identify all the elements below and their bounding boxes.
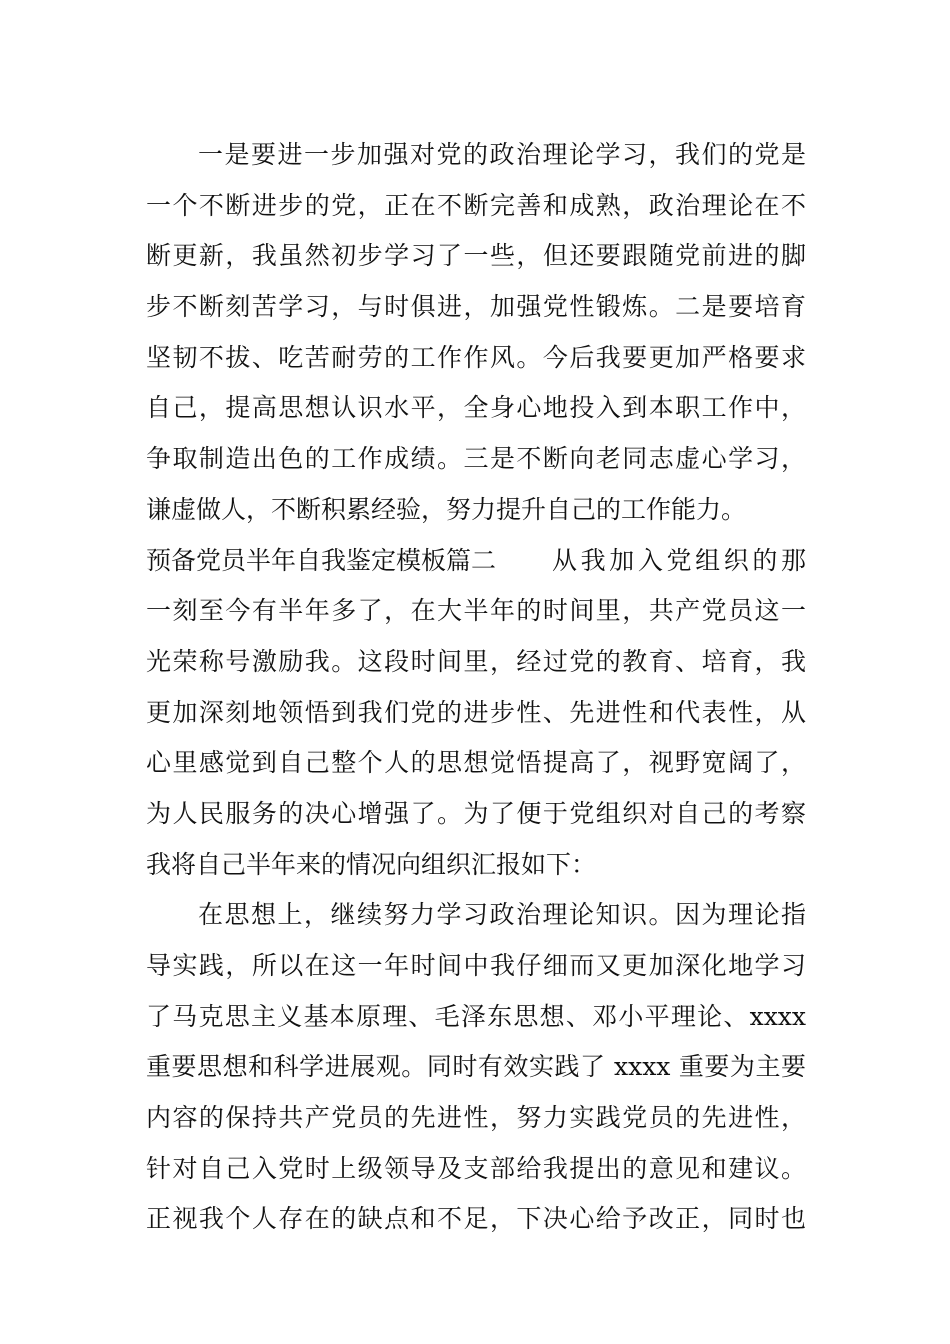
paragraph-line: 光荣称号激励我。这段时间里，经过党的教育、培育，我	[146, 646, 806, 676]
section-heading-line	[146, 536, 806, 587]
paragraph-line: 坚韧不拔、吃苦耐劳的工作作风。今后我要更加严格要求	[146, 342, 806, 372]
paragraph-line: 了马克思主义基本原理、毛泽东思想、邓小平理论、xxxx	[146, 1001, 806, 1031]
paragraph-line: 内容的保持共产党员的先进性，努力实践党员的先进性，	[146, 1103, 806, 1133]
paragraph-line: 一刻至今有半年多了，在大半年的时间里，共产党员这一	[146, 596, 806, 626]
paragraph-line: 谦虚做人，不断积累经验，努力提升自己的工作能力。	[146, 494, 747, 524]
paragraph-line: 针对自己入党时上级领导及支部给我提出的意见和建议。	[146, 1153, 806, 1183]
paragraph-line: 心里感觉到自己整个人的思想觉悟提高了，视野宽阔了，	[146, 748, 806, 778]
paragraph-line: 一是要进一步加强对党的政治理论学习，我们的党是	[198, 140, 806, 169]
paragraph-line: 我将自己半年来的情况向组织汇报如下：	[146, 849, 597, 879]
paragraph-line: 正视我个人存在的缺点和不足，下决心给予改正，同时也	[146, 1204, 806, 1234]
paragraph-line: 断更新，我虽然初步学习了一些，但还要跟随党前进的脚	[146, 241, 806, 271]
paragraph-line: 重要思想和科学进展观。同时有效实践了 xxxx 重要为主要	[146, 1052, 806, 1082]
paragraph-line: 步不断刻苦学习，与时俱进，加强党性锻炼。二是要培育	[146, 292, 806, 322]
paragraph-line: 导实践，所以在这一年时间中我仔细而又更加深化地学习	[146, 951, 806, 980]
paragraph-line: 从我加入党组织的那	[552, 545, 806, 575]
paragraph-line: 为人民服务的决心增强了。为了便于党组织对自己的考察	[146, 798, 806, 828]
paragraph-line: 争取制造出色的工作成绩。三是不断向老同志虚心学习，	[146, 444, 806, 474]
paragraph-line: 一个不断进步的党，正在不断完善和成熟，政治理论在不	[146, 190, 806, 220]
paragraph-line: 更加深刻地领悟到我们党的进步性、先进性和代表性，从	[146, 697, 806, 727]
document-body	[146, 130, 806, 1245]
section-title: 预备党员半年自我鉴定模板篇二	[146, 545, 497, 575]
paragraph-line: 在思想上，继续努力学习政治理论知识。因为理论指	[198, 900, 806, 930]
paragraph-line: 自己，提高思想认识水平，全身心地投入到本职工作中，	[146, 393, 806, 423]
